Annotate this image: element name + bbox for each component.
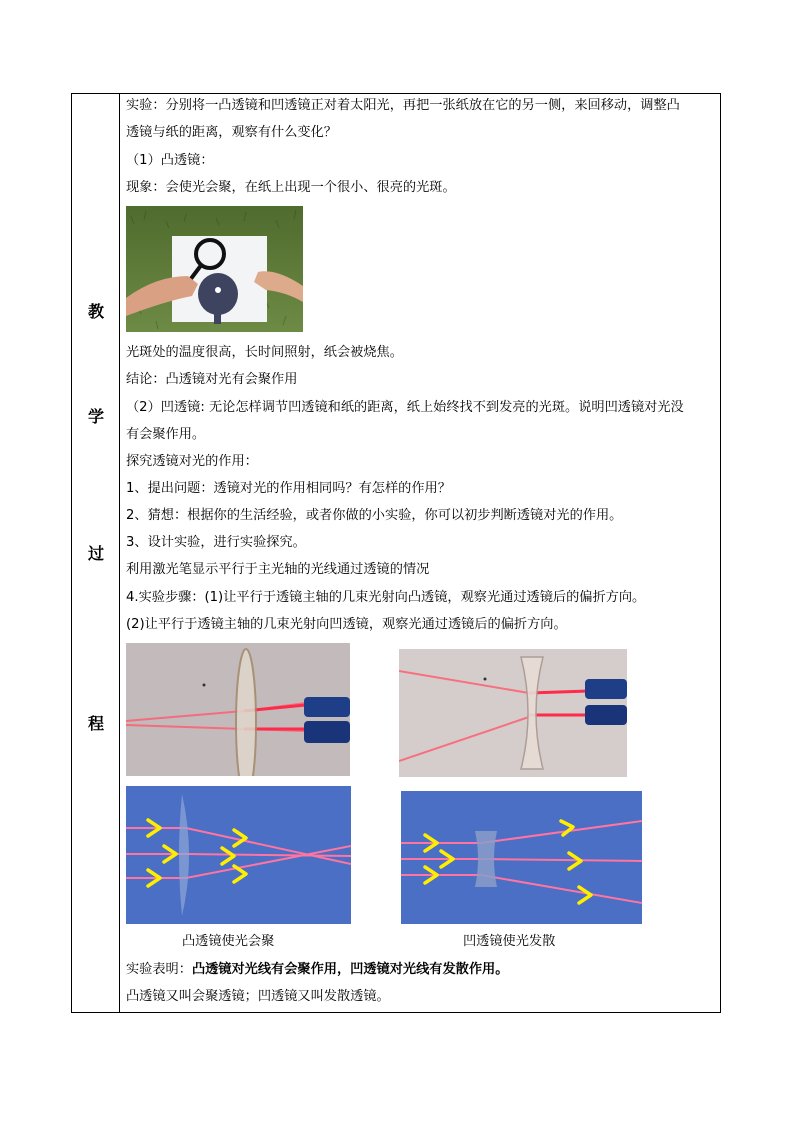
lesson-table: [71, 93, 721, 1013]
convex-diagram-photo: [126, 786, 351, 924]
text-line: 有会聚作用。: [126, 427, 206, 442]
text-line: 1、提出问题：透镜对光的作用相同吗？有怎样的作用？: [126, 481, 451, 496]
text-line: 结论：凸透镜对光有会聚作用: [126, 372, 298, 387]
text-line: 现象：会使光会聚，在纸上出现一个很小、很亮的光斑。: [126, 180, 456, 195]
text-line: 透镜与纸的距离，观察有什么变化？: [126, 125, 337, 140]
section-char-3: 过: [87, 544, 104, 563]
text-line: 探究透镜对光的作用：: [126, 454, 258, 469]
convex-caption: 凸透镜使光会聚: [182, 934, 275, 949]
text-line: 光斑处的温度很高，长时间照射，纸会被烧焦。: [126, 345, 403, 360]
conclusion-bold: 凸透镜对光线有会聚作用，凹透镜对光线有发散作用。: [191, 962, 509, 977]
concave-caption: 凹透镜使光发散: [463, 934, 556, 949]
text-line: 2、猜想：根据你的生活经验，或者你做的小实验，你可以初步判断透镜对光的作用。: [126, 508, 623, 523]
concave-laser-photo: [399, 649, 627, 777]
text-line: （1）凸透镜：: [126, 153, 214, 168]
text-line: 4.实验步骤：(1)让平行于透镜主轴的几束光射向凸透镜，观察光通过透镜后的偏折方向。: [126, 590, 646, 605]
section-char-2: 学: [87, 407, 104, 426]
content-cell: [120, 94, 720, 1012]
convex-laser-photo: [126, 643, 350, 776]
section-char-4: 程: [87, 714, 104, 733]
section-char-1: 教: [87, 302, 104, 321]
text-line: 凸透镜又叫会聚透镜；凹透镜又叫发散透镜。: [126, 989, 390, 1004]
text-line: （2）凹透镜: 无论怎样调节凹透镜和纸的距离，纸上始终找不到发亮的光斑。说明凹透镜对光没: [126, 400, 684, 415]
text-line: 实验：分别将一凸透镜和凹透镜正对着太阳光，再把一张纸放在它的另一侧，来回移动，调整凸: [126, 98, 680, 113]
concave-diagram-photo: [401, 791, 642, 924]
section-label-column: [72, 94, 120, 1012]
magnifier-sun-photo: [126, 206, 303, 332]
conclusion-prefix: 实验表明：: [126, 962, 192, 977]
text-line: 利用激光笔显示平行于主光轴的光线通过透镜的情况: [126, 562, 430, 577]
text-line: (2)让平行于透镜主轴的几束光射向凹透镜，观察光通过透镜后的偏折方向。: [126, 617, 567, 632]
text-line: 3、设计实验，进行实验探究。: [126, 535, 306, 550]
conclusion-line: [126, 960, 508, 980]
